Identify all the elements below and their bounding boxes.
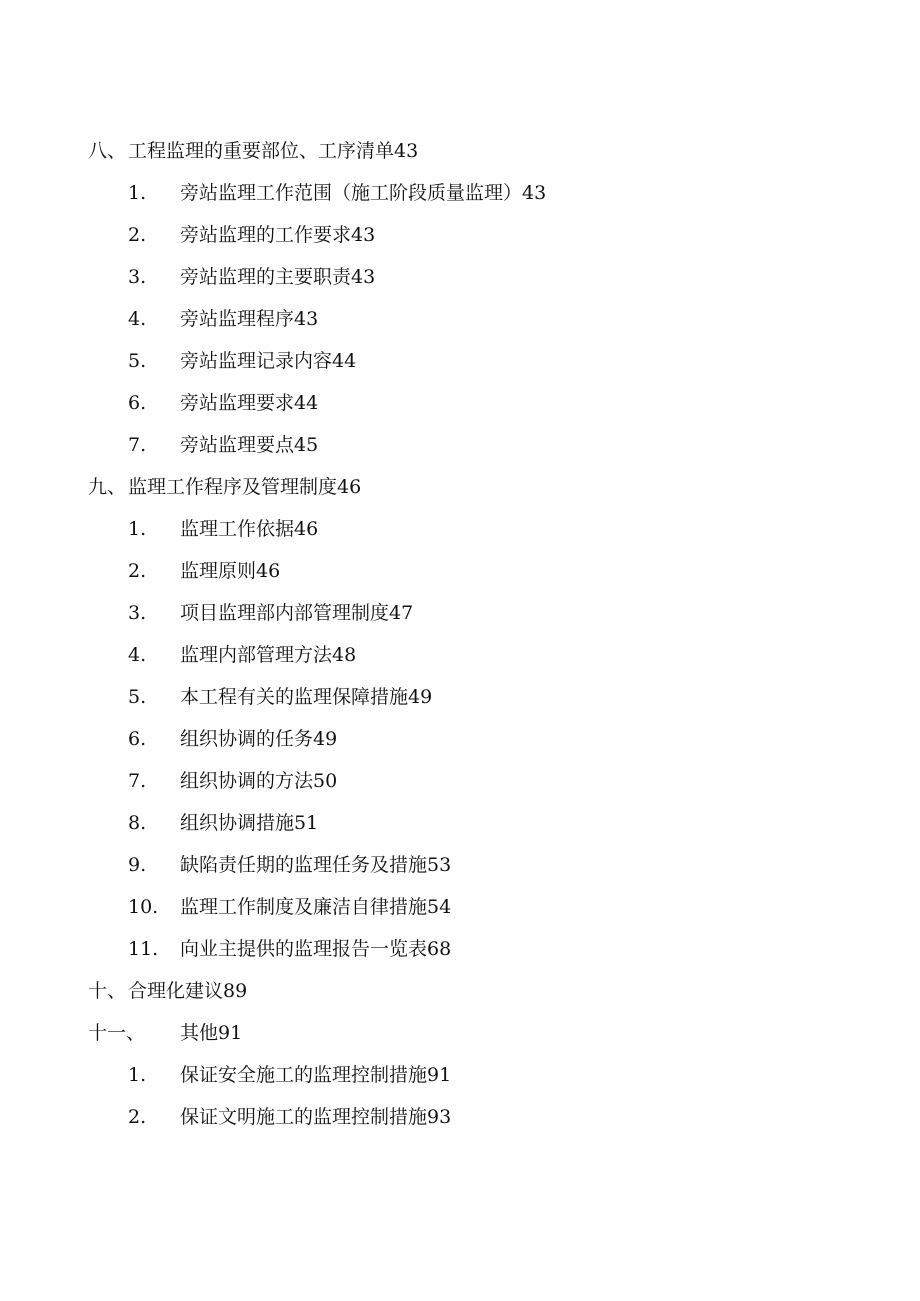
toc-entry-title: 向业主提供的监理报告一览表68: [180, 938, 452, 960]
toc-entry-number: 9.: [128, 854, 147, 876]
toc-entry-title: 保证安全施工的监理控制措施91: [180, 1064, 452, 1086]
toc-entry-number: 10.: [128, 896, 159, 918]
toc-entry-number: 八、: [88, 140, 127, 162]
toc-entry-title: 旁站监理要求44: [180, 392, 319, 414]
toc-entry-number: 3.: [128, 266, 147, 288]
toc-entry-number: 7.: [128, 434, 147, 456]
toc-entry-title: 本工程有关的监理保障措施49: [180, 686, 433, 708]
toc-entry-number: 九、: [88, 476, 127, 498]
toc-entry-title: 组织协调的方法50: [180, 770, 338, 792]
toc-entry-number: 十一、: [88, 1022, 146, 1044]
toc-entry-title: 组织协调措施51: [180, 812, 319, 834]
toc-entry-title: 旁站监理程序43: [180, 308, 319, 330]
toc-entry-number: 1.: [128, 518, 147, 540]
toc-entry-number: 十、: [88, 980, 127, 1002]
toc-entry-number: 11.: [128, 938, 159, 960]
toc-entry-title: 监理工作程序及管理制度46: [128, 476, 362, 498]
toc-entry-title: 项目监理部内部管理制度47: [180, 602, 414, 624]
toc-entry-title: 合理化建议89: [128, 980, 248, 1002]
toc-entry-number: 6.: [128, 392, 147, 414]
toc-entry-number: 4.: [128, 644, 147, 666]
toc-entry-title: 旁站监理的主要职责43: [180, 266, 376, 288]
toc-entry-title: 旁站监理记录内容44: [180, 350, 357, 372]
toc-entry-title: 监理工作制度及廉洁自律措施54: [180, 896, 452, 918]
toc-entry-title: 监理内部管理方法48: [180, 644, 357, 666]
toc-entry-number: 5.: [128, 686, 147, 708]
toc-entry-title: 旁站监理的工作要求43: [180, 224, 376, 246]
toc-entry-title: 保证文明施工的监理控制措施93: [180, 1106, 452, 1128]
toc-entry-number: 8.: [128, 812, 147, 834]
toc-entry-number: 6.: [128, 728, 147, 750]
toc-entry-number: 2.: [128, 560, 147, 582]
toc-entry-number: 4.: [128, 308, 147, 330]
toc-entry-title: 工程监理的重要部位、工序清单43: [128, 140, 419, 162]
toc-entry-title: 监理工作依据46: [180, 518, 319, 540]
toc-entry-title: 旁站监理要点45: [180, 434, 319, 456]
toc-entry-number: 7.: [128, 770, 147, 792]
toc-entry-title: 其他91: [180, 1022, 243, 1044]
toc-entry-number: 2.: [128, 1106, 147, 1128]
toc-entry-number: 1.: [128, 1064, 147, 1086]
toc-entry-title: 监理原则46: [180, 560, 281, 582]
toc-entry-number: 5.: [128, 350, 147, 372]
toc-entry-number: 1.: [128, 182, 147, 204]
toc-entry-number: 3.: [128, 602, 147, 624]
toc-entry-title: 缺陷责任期的监理任务及措施53: [180, 854, 452, 876]
toc-entry-title: 组织协调的任务49: [180, 728, 338, 750]
toc-entry-number: 2.: [128, 224, 147, 246]
toc-entry-title: 旁站监理工作范围（施工阶段质量监理）43: [180, 182, 547, 204]
